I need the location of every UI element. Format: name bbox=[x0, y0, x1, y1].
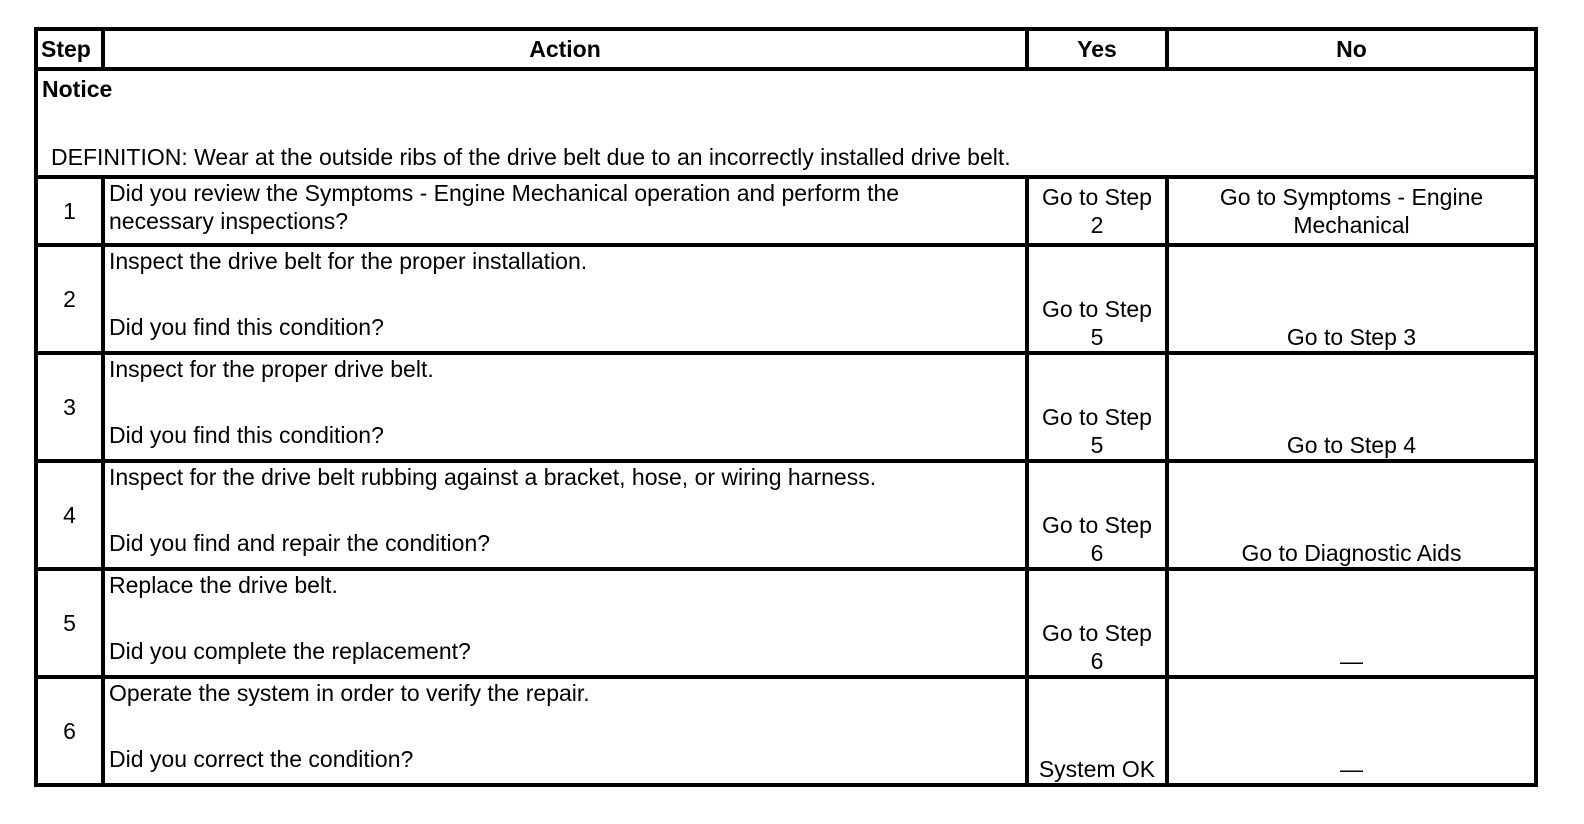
table-row bbox=[36, 461, 1536, 569]
table-row bbox=[36, 245, 1536, 353]
header-yes: Yes bbox=[1027, 29, 1167, 69]
action-instruction: Inspect the drive belt for the proper installation. bbox=[109, 248, 588, 274]
table-row bbox=[36, 177, 1536, 245]
action-text: Did you review the Symptoms - Engine Mechanical operation and perform the bbox=[109, 180, 900, 206]
yes-cell bbox=[1027, 569, 1167, 677]
header-row bbox=[36, 29, 1536, 69]
action-instruction: Operate the system in order to verify the repair. bbox=[109, 680, 590, 706]
yes-text: 5 bbox=[1090, 324, 1104, 350]
action-cell bbox=[103, 677, 1027, 785]
action-instruction: Inspect for the proper drive belt. bbox=[109, 356, 434, 382]
yes-text: 6 bbox=[1090, 648, 1104, 674]
action-cell bbox=[103, 245, 1027, 353]
yes-cell bbox=[1027, 461, 1167, 569]
action-question: Did you find and repair the condition? bbox=[109, 530, 491, 556]
yes-cell bbox=[1027, 177, 1167, 245]
yes-cell bbox=[1027, 245, 1167, 353]
action-cell bbox=[103, 177, 1027, 245]
yes-cell bbox=[1027, 677, 1167, 785]
header-step: Step bbox=[36, 29, 103, 69]
step-number: 5 bbox=[36, 569, 103, 677]
no-text: Go to Symptoms - Engine bbox=[1219, 184, 1484, 210]
notice-title: Notice bbox=[42, 76, 113, 102]
header-action: Action bbox=[103, 29, 1027, 69]
action-cell bbox=[103, 569, 1027, 677]
yes-text: 5 bbox=[1090, 432, 1104, 458]
diagnostic-table bbox=[34, 27, 1538, 787]
no-cell bbox=[1167, 177, 1536, 245]
step-number: 3 bbox=[36, 353, 103, 461]
no-cell: — bbox=[1167, 677, 1536, 785]
step-number: 1 bbox=[36, 177, 103, 245]
action-cell bbox=[103, 353, 1027, 461]
notice-row bbox=[36, 69, 1536, 177]
step-number: 6 bbox=[36, 677, 103, 785]
step-number: 4 bbox=[36, 461, 103, 569]
yes-text: Go to Step bbox=[1042, 512, 1152, 538]
action-instruction: Inspect for the drive belt rubbing against a bracket, hose, or wiring harness. bbox=[109, 464, 877, 490]
yes-text: Go to Step bbox=[1042, 184, 1152, 210]
yes-text: 2 bbox=[1090, 212, 1104, 238]
yes-text: System OK bbox=[1038, 756, 1156, 782]
header-no: No bbox=[1167, 29, 1536, 69]
notice-cell bbox=[36, 69, 1536, 177]
yes-text: Go to Step bbox=[1042, 404, 1152, 430]
action-question: Did you find this condition? bbox=[109, 314, 384, 340]
no-cell: — bbox=[1167, 569, 1536, 677]
step-number: 2 bbox=[36, 245, 103, 353]
action-instruction: Replace the drive belt. bbox=[109, 572, 338, 598]
action-question: Did you complete the replacement? bbox=[109, 638, 471, 664]
table-row bbox=[36, 677, 1536, 785]
action-cell bbox=[103, 461, 1027, 569]
action-question: Did you correct the condition? bbox=[109, 746, 414, 772]
yes-text: Go to Step bbox=[1042, 620, 1152, 646]
notice-definition: DEFINITION: Wear at the outside ribs of the drive belt due to an incorrectly installed drive belt. bbox=[51, 144, 1011, 170]
yes-text: 6 bbox=[1090, 540, 1104, 566]
action-text: necessary inspections? bbox=[109, 208, 349, 234]
no-text: Mechanical bbox=[1293, 212, 1410, 238]
table-row bbox=[36, 569, 1536, 677]
yes-text: Go to Step bbox=[1042, 296, 1152, 322]
no-cell: Go to Diagnostic Aids bbox=[1167, 461, 1536, 569]
action-question: Did you find this condition? bbox=[109, 422, 384, 448]
no-cell: Go to Step 4 bbox=[1167, 353, 1536, 461]
table-row bbox=[36, 353, 1536, 461]
no-cell: Go to Step 3 bbox=[1167, 245, 1536, 353]
yes-cell bbox=[1027, 353, 1167, 461]
